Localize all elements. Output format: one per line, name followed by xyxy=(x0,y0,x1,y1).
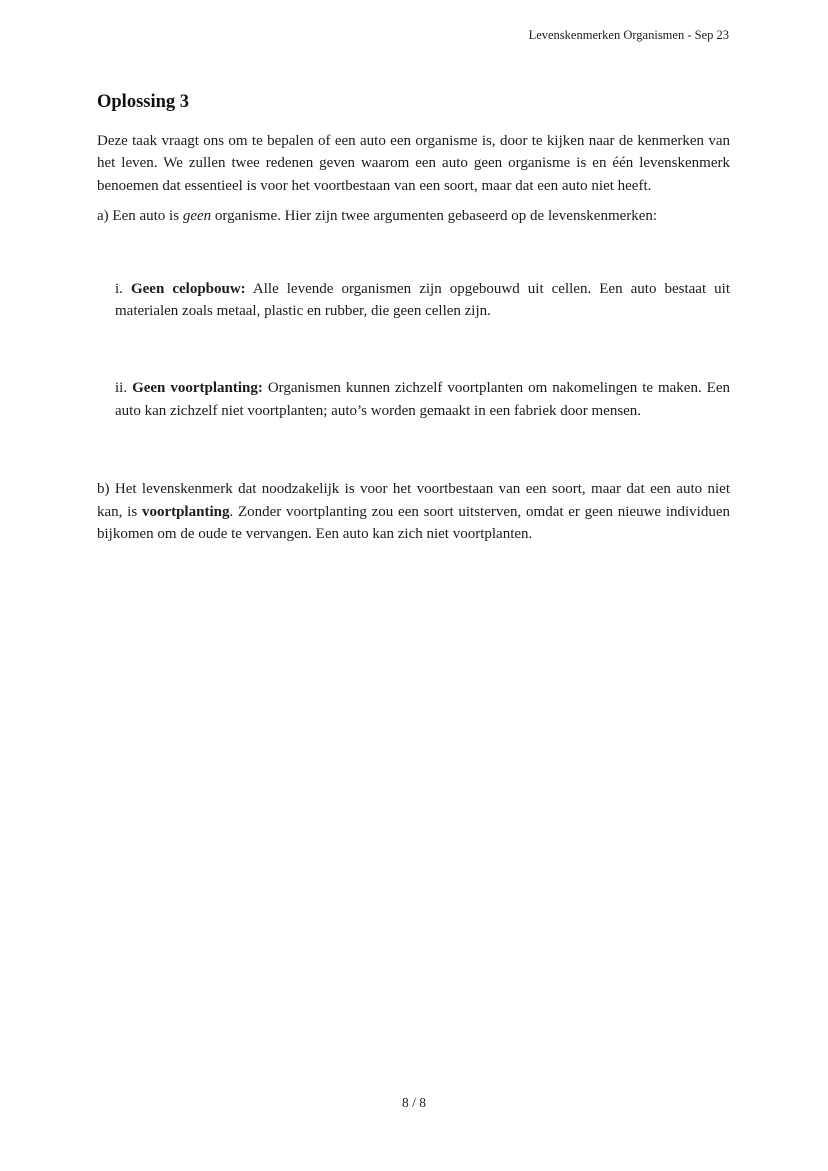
part-b-suffix: . Zonder voortplanting zou een soort uitsterven, omdat er geen nieuwe individuen bijkomen om de oude te vervangen. Een auto kan zich niet voortplanten. xyxy=(97,503,730,543)
argument-item-2 xyxy=(115,377,730,422)
argument-item-1 xyxy=(115,278,730,323)
part-a-suffix: organisme. Hier zijn twee argumenten gebaseerd op de levenskenmerken: xyxy=(211,208,658,225)
part-b-prefix: b) Het levenskenmerk dat noodzakelijk is voor het voortbestaan van een soort, maar dat een auto niet kan, is xyxy=(97,481,730,520)
solution-title: Oplossing 3 xyxy=(97,92,190,112)
item-2-term: Geen voortplanting: xyxy=(132,380,263,397)
item-1-text: Alle levende organismen zijn opgebouwd uit cellen. Een auto bestaat uit materialen zoals metaal, plastic en rubber, die geen cellen zijn. xyxy=(115,280,731,320)
item-2-marker: ii. xyxy=(115,380,128,397)
item-1-marker: i. xyxy=(115,280,123,297)
header-text: Levenskenmerken Organismen - Sep 23 xyxy=(528,28,729,42)
part-b-paragraph xyxy=(97,478,730,545)
part-a-lead xyxy=(97,205,730,227)
page-footer xyxy=(0,1094,828,1112)
part-a-emphasis: geen xyxy=(182,208,212,225)
item-2-text: Organismen kunnen zichzelf voortplanten om nakomelingen te maken. Een auto kan zichzelf niet voortplanten; auto’s worden gemaakt in een fabriek door mensen. xyxy=(115,380,730,419)
item-1-term: Geen celopbouw: xyxy=(130,280,246,297)
part-a-prefix: a) Een auto is xyxy=(97,208,183,225)
document-content xyxy=(97,0,730,545)
page-number: 8 / 8 xyxy=(401,1095,426,1110)
part-b-term: voortplanting xyxy=(141,503,230,520)
intro-paragraph: Deze taak vraagt ons om te bepalen of een auto een organisme is, door te kijken naar de kenmerken van het leven. We zullen twee redenen geven waarom een auto geen organisme is en één levenskenmerk benoemen dat essentieel is voor het voortbestaan van een soort, maar dat een auto niet heeft. xyxy=(97,133,730,194)
